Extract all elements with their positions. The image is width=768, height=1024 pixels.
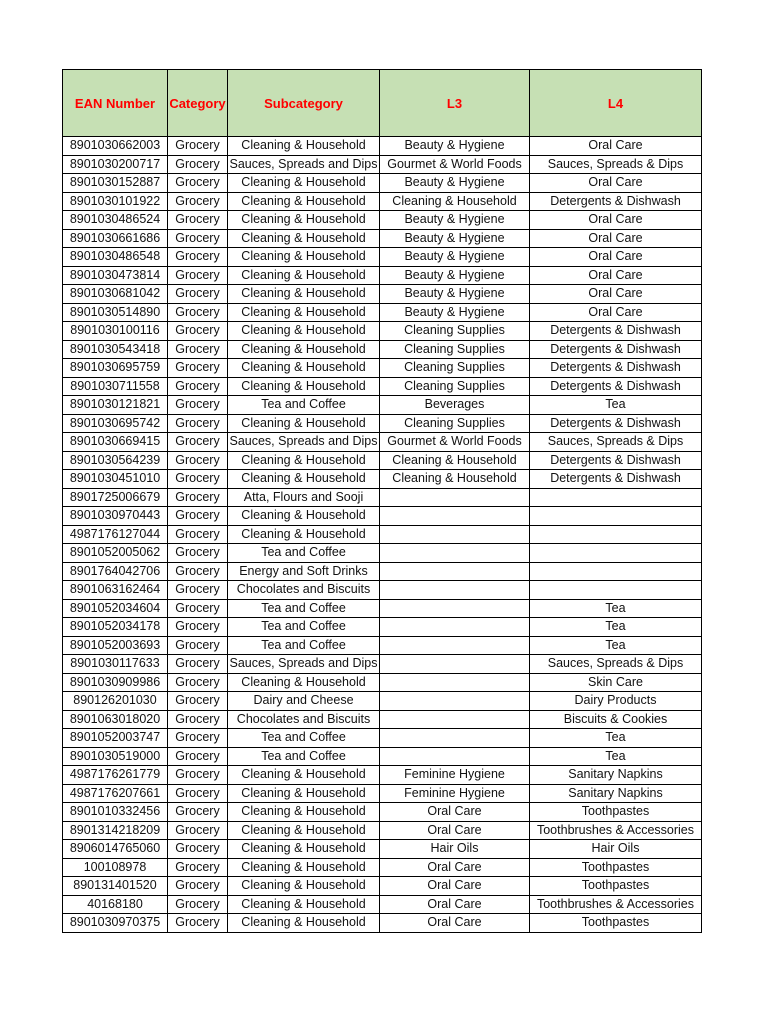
l3-cell	[380, 618, 530, 637]
l3-cell: Gourmet & World Foods	[380, 433, 530, 452]
l4-cell: Oral Care	[530, 229, 702, 248]
ean-cell: 890131401520	[63, 877, 168, 896]
table-row	[63, 692, 702, 711]
l3-cell: Beauty & Hygiene	[380, 174, 530, 193]
table-row	[63, 747, 702, 766]
l3-cell	[380, 525, 530, 544]
l3-cell	[380, 599, 530, 618]
ean-cell: 8901030514890	[63, 303, 168, 322]
l4-cell: Toothpastes	[530, 858, 702, 877]
l3-cell	[380, 729, 530, 748]
l4-cell: Sauces, Spreads & Dips	[530, 433, 702, 452]
l3-cell: Beauty & Hygiene	[380, 229, 530, 248]
table-row	[63, 673, 702, 692]
subcategory-cell: Cleaning & Household	[228, 322, 380, 341]
table-row	[63, 636, 702, 655]
subcategory-cell: Cleaning & Household	[228, 525, 380, 544]
category-cell: Grocery	[168, 525, 228, 544]
category-cell: Grocery	[168, 710, 228, 729]
l4-cell: Sanitary Napkins	[530, 784, 702, 803]
category-cell: Grocery	[168, 821, 228, 840]
category-cell: Grocery	[168, 877, 228, 896]
l3-cell	[380, 673, 530, 692]
category-cell: Grocery	[168, 340, 228, 359]
l4-cell: Tea	[530, 729, 702, 748]
table-row	[63, 784, 702, 803]
table-row	[63, 618, 702, 637]
l4-cell: Oral Care	[530, 285, 702, 304]
ean-cell: 8901030711558	[63, 377, 168, 396]
l4-cell: Tea	[530, 636, 702, 655]
subcategory-cell: Cleaning & Household	[228, 192, 380, 211]
l4-cell: Oral Care	[530, 137, 702, 156]
ean-cell: 8901030970375	[63, 914, 168, 933]
l4-cell	[530, 544, 702, 563]
l3-cell	[380, 544, 530, 563]
table-row	[63, 155, 702, 174]
subcategory-cell: Tea and Coffee	[228, 599, 380, 618]
l3-cell: Cleaning Supplies	[380, 414, 530, 433]
subcategory-cell: Cleaning & Household	[228, 451, 380, 470]
category-cell: Grocery	[168, 377, 228, 396]
l4-cell: Toothbrushes & Accessories	[530, 895, 702, 914]
category-cell: Grocery	[168, 266, 228, 285]
subcategory-cell: Cleaning & Household	[228, 229, 380, 248]
table-row	[63, 414, 702, 433]
ean-cell: 8906014765060	[63, 840, 168, 859]
ean-cell: 4987176127044	[63, 525, 168, 544]
table-row	[63, 396, 702, 415]
subcategory-cell: Cleaning & Household	[228, 470, 380, 489]
subcategory-cell: Tea and Coffee	[228, 729, 380, 748]
l4-cell: Oral Care	[530, 266, 702, 285]
table-row	[63, 562, 702, 581]
category-cell: Grocery	[168, 174, 228, 193]
category-cell: Grocery	[168, 488, 228, 507]
table-row	[63, 729, 702, 748]
l3-cell	[380, 636, 530, 655]
l4-cell	[530, 507, 702, 526]
subcategory-cell: Cleaning & Household	[228, 840, 380, 859]
ean-cell: 8901030662003	[63, 137, 168, 156]
l3-cell: Feminine Hygiene	[380, 766, 530, 785]
l4-cell: Detergents & Dishwash	[530, 414, 702, 433]
table-row	[63, 895, 702, 914]
category-cell: Grocery	[168, 192, 228, 211]
ean-cell: 4987176207661	[63, 784, 168, 803]
ean-cell: 8901030486524	[63, 211, 168, 230]
ean-cell: 8901030695742	[63, 414, 168, 433]
ean-cell: 100108978	[63, 858, 168, 877]
table-row	[63, 599, 702, 618]
l3-cell: Gourmet & World Foods	[380, 155, 530, 174]
table-row	[63, 285, 702, 304]
subcategory-cell: Tea and Coffee	[228, 618, 380, 637]
l4-cell: Hair Oils	[530, 840, 702, 859]
ean-cell: 40168180	[63, 895, 168, 914]
ean-cell: 8901030695759	[63, 359, 168, 378]
header-category: Category	[168, 70, 228, 137]
ean-cell: 8901052003693	[63, 636, 168, 655]
table-row	[63, 322, 702, 341]
ean-cell: 8901052003747	[63, 729, 168, 748]
l3-cell: Beauty & Hygiene	[380, 248, 530, 267]
l4-cell: Tea	[530, 599, 702, 618]
subcategory-cell: Cleaning & Household	[228, 877, 380, 896]
table-row	[63, 507, 702, 526]
l3-cell: Beauty & Hygiene	[380, 303, 530, 322]
table-row	[63, 581, 702, 600]
table-row	[63, 525, 702, 544]
category-cell: Grocery	[168, 692, 228, 711]
category-cell: Grocery	[168, 137, 228, 156]
subcategory-cell: Cleaning & Household	[228, 248, 380, 267]
table-row	[63, 340, 702, 359]
category-cell: Grocery	[168, 784, 228, 803]
l3-cell	[380, 747, 530, 766]
category-cell: Grocery	[168, 451, 228, 470]
subcategory-cell: Cleaning & Household	[228, 895, 380, 914]
subcategory-cell: Dairy and Cheese	[228, 692, 380, 711]
category-cell: Grocery	[168, 211, 228, 230]
category-cell: Grocery	[168, 766, 228, 785]
subcategory-cell: Cleaning & Household	[228, 303, 380, 322]
l4-cell: Toothpastes	[530, 914, 702, 933]
ean-cell: 8901030121821	[63, 396, 168, 415]
ean-cell: 8901030473814	[63, 266, 168, 285]
category-cell: Grocery	[168, 655, 228, 674]
l3-cell: Beauty & Hygiene	[380, 211, 530, 230]
l3-cell: Oral Care	[380, 877, 530, 896]
product-table	[62, 69, 702, 933]
l3-cell: Hair Oils	[380, 840, 530, 859]
l4-cell: Detergents & Dishwash	[530, 359, 702, 378]
ean-cell: 4987176261779	[63, 766, 168, 785]
ean-cell: 8901314218209	[63, 821, 168, 840]
category-cell: Grocery	[168, 414, 228, 433]
ean-cell: 8901052034604	[63, 599, 168, 618]
l3-cell: Oral Care	[380, 803, 530, 822]
l4-cell: Detergents & Dishwash	[530, 322, 702, 341]
l4-cell: Tea	[530, 618, 702, 637]
table-row	[63, 303, 702, 322]
table-row	[63, 840, 702, 859]
ean-cell: 8901030200717	[63, 155, 168, 174]
l4-cell: Tea	[530, 747, 702, 766]
l3-cell: Beauty & Hygiene	[380, 285, 530, 304]
ean-cell: 8901052005062	[63, 544, 168, 563]
l3-cell: Cleaning & Household	[380, 192, 530, 211]
category-cell: Grocery	[168, 562, 228, 581]
l4-cell: Dairy Products	[530, 692, 702, 711]
table-row	[63, 544, 702, 563]
l3-cell: Beverages	[380, 396, 530, 415]
table-row	[63, 359, 702, 378]
l3-cell: Oral Care	[380, 858, 530, 877]
table-row	[63, 248, 702, 267]
category-cell: Grocery	[168, 544, 228, 563]
table-row	[63, 451, 702, 470]
subcategory-cell: Chocolates and Biscuits	[228, 710, 380, 729]
ean-cell: 8901725006679	[63, 488, 168, 507]
l3-cell: Cleaning & Household	[380, 451, 530, 470]
l3-cell: Beauty & Hygiene	[380, 266, 530, 285]
subcategory-cell: Cleaning & Household	[228, 858, 380, 877]
category-cell: Grocery	[168, 359, 228, 378]
category-cell: Grocery	[168, 303, 228, 322]
table-row	[63, 766, 702, 785]
subcategory-cell: Cleaning & Household	[228, 784, 380, 803]
ean-cell: 8901030661686	[63, 229, 168, 248]
category-cell: Grocery	[168, 285, 228, 304]
l4-cell: Sanitary Napkins	[530, 766, 702, 785]
l3-cell	[380, 692, 530, 711]
table-row	[63, 192, 702, 211]
header-row	[63, 70, 702, 137]
l3-cell	[380, 562, 530, 581]
category-cell: Grocery	[168, 470, 228, 489]
ean-cell: 8901764042706	[63, 562, 168, 581]
ean-cell: 8901052034178	[63, 618, 168, 637]
subcategory-cell: Cleaning & Household	[228, 174, 380, 193]
table-row	[63, 914, 702, 933]
table-row	[63, 174, 702, 193]
ean-cell: 8901063018020	[63, 710, 168, 729]
category-cell: Grocery	[168, 229, 228, 248]
ean-cell: 8901030152887	[63, 174, 168, 193]
l3-cell: Beauty & Hygiene	[380, 137, 530, 156]
ean-cell: 890126201030	[63, 692, 168, 711]
ean-cell: 8901030117633	[63, 655, 168, 674]
table-row	[63, 803, 702, 822]
l4-cell: Detergents & Dishwash	[530, 451, 702, 470]
l4-cell	[530, 525, 702, 544]
subcategory-cell: Atta, Flours and Sooji	[228, 488, 380, 507]
subcategory-cell: Tea and Coffee	[228, 544, 380, 563]
subcategory-cell: Cleaning & Household	[228, 914, 380, 933]
subcategory-cell: Tea and Coffee	[228, 747, 380, 766]
table-row	[63, 137, 702, 156]
table-row	[63, 377, 702, 396]
l4-cell: Detergents & Dishwash	[530, 377, 702, 396]
l4-cell: Oral Care	[530, 303, 702, 322]
l4-cell: Detergents & Dishwash	[530, 340, 702, 359]
ean-cell: 8901030451010	[63, 470, 168, 489]
table-row	[63, 858, 702, 877]
subcategory-cell: Cleaning & Household	[228, 137, 380, 156]
table-row	[63, 710, 702, 729]
l4-cell: Oral Care	[530, 211, 702, 230]
l3-cell	[380, 655, 530, 674]
category-cell: Grocery	[168, 599, 228, 618]
ean-cell: 8901030681042	[63, 285, 168, 304]
subcategory-cell: Cleaning & Household	[228, 673, 380, 692]
header-subcategory: Subcategory	[228, 70, 380, 137]
l4-cell: Sauces, Spreads & Dips	[530, 155, 702, 174]
l3-cell: Cleaning Supplies	[380, 340, 530, 359]
ean-cell: 8901030909986	[63, 673, 168, 692]
table-row	[63, 821, 702, 840]
header-ean-number: EAN Number	[63, 70, 168, 137]
l3-cell: Cleaning Supplies	[380, 359, 530, 378]
category-cell: Grocery	[168, 322, 228, 341]
l4-cell: Toothpastes	[530, 803, 702, 822]
table-row	[63, 266, 702, 285]
category-cell: Grocery	[168, 433, 228, 452]
category-cell: Grocery	[168, 840, 228, 859]
category-cell: Grocery	[168, 155, 228, 174]
ean-cell: 8901030101922	[63, 192, 168, 211]
subcategory-cell: Sauces, Spreads and Dips	[228, 155, 380, 174]
ean-cell: 8901063162464	[63, 581, 168, 600]
subcategory-cell: Cleaning & Household	[228, 414, 380, 433]
l3-cell: Cleaning & Household	[380, 470, 530, 489]
subcategory-cell: Cleaning & Household	[228, 821, 380, 840]
subcategory-cell: Sauces, Spreads and Dips	[228, 433, 380, 452]
table-row	[63, 470, 702, 489]
l3-cell	[380, 581, 530, 600]
subcategory-cell: Cleaning & Household	[228, 211, 380, 230]
ean-cell: 8901030100116	[63, 322, 168, 341]
l4-cell: Sauces, Spreads & Dips	[530, 655, 702, 674]
l3-cell: Cleaning Supplies	[380, 322, 530, 341]
ean-cell: 8901030486548	[63, 248, 168, 267]
category-cell: Grocery	[168, 636, 228, 655]
subcategory-cell: Cleaning & Household	[228, 340, 380, 359]
l3-cell: Oral Care	[380, 914, 530, 933]
subcategory-cell: Cleaning & Household	[228, 359, 380, 378]
category-cell: Grocery	[168, 895, 228, 914]
l4-cell: Biscuits & Cookies	[530, 710, 702, 729]
category-cell: Grocery	[168, 581, 228, 600]
category-cell: Grocery	[168, 396, 228, 415]
ean-cell: 8901030519000	[63, 747, 168, 766]
l4-cell	[530, 562, 702, 581]
ean-cell: 8901030669415	[63, 433, 168, 452]
subcategory-cell: Tea and Coffee	[228, 396, 380, 415]
table-row	[63, 433, 702, 452]
l3-cell	[380, 488, 530, 507]
category-cell: Grocery	[168, 618, 228, 637]
subcategory-cell: Cleaning & Household	[228, 507, 380, 526]
table-row	[63, 211, 702, 230]
l4-cell: Toothbrushes & Accessories	[530, 821, 702, 840]
category-cell: Grocery	[168, 507, 228, 526]
l3-cell: Oral Care	[380, 895, 530, 914]
header-l4: L4	[530, 70, 702, 137]
subcategory-cell: Cleaning & Household	[228, 803, 380, 822]
category-cell: Grocery	[168, 248, 228, 267]
l4-cell: Skin Care	[530, 673, 702, 692]
l3-cell: Cleaning Supplies	[380, 377, 530, 396]
table-row	[63, 877, 702, 896]
subcategory-cell: Cleaning & Household	[228, 266, 380, 285]
subcategory-cell: Sauces, Spreads and Dips	[228, 655, 380, 674]
l3-cell	[380, 507, 530, 526]
table-body	[63, 137, 702, 933]
ean-cell: 8901030970443	[63, 507, 168, 526]
l3-cell: Feminine Hygiene	[380, 784, 530, 803]
subcategory-cell: Energy and Soft Drinks	[228, 562, 380, 581]
category-cell: Grocery	[168, 858, 228, 877]
l4-cell	[530, 581, 702, 600]
category-cell: Grocery	[168, 729, 228, 748]
subcategory-cell: Cleaning & Household	[228, 766, 380, 785]
subcategory-cell: Cleaning & Household	[228, 377, 380, 396]
subcategory-cell: Cleaning & Household	[228, 285, 380, 304]
category-cell: Grocery	[168, 803, 228, 822]
category-cell: Grocery	[168, 914, 228, 933]
category-cell: Grocery	[168, 673, 228, 692]
ean-cell: 8901030543418	[63, 340, 168, 359]
l4-cell: Detergents & Dishwash	[530, 192, 702, 211]
table-row	[63, 488, 702, 507]
ean-cell: 8901030564239	[63, 451, 168, 470]
l4-cell: Toothpastes	[530, 877, 702, 896]
ean-cell: 8901010332456	[63, 803, 168, 822]
l4-cell: Oral Care	[530, 174, 702, 193]
subcategory-cell: Chocolates and Biscuits	[228, 581, 380, 600]
subcategory-cell: Tea and Coffee	[228, 636, 380, 655]
l4-cell: Detergents & Dishwash	[530, 470, 702, 489]
header-l3: L3	[380, 70, 530, 137]
l4-cell: Oral Care	[530, 248, 702, 267]
table-row	[63, 655, 702, 674]
l3-cell: Oral Care	[380, 821, 530, 840]
l3-cell	[380, 710, 530, 729]
category-cell: Grocery	[168, 747, 228, 766]
l4-cell: Tea	[530, 396, 702, 415]
table-row	[63, 229, 702, 248]
l4-cell	[530, 488, 702, 507]
